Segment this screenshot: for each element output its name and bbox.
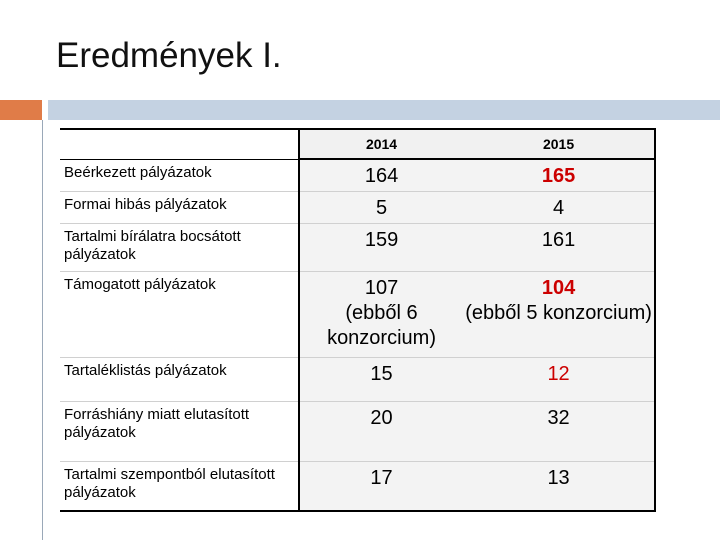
value-2014: 164 [299,159,463,191]
table-row [60,357,655,401]
table-row [60,223,655,271]
row-label: Tartalmi szempontból elutasított pályázatok [60,461,299,511]
value-2014-detail: (ebből 6 konzorcium) [327,301,436,349]
value-2015-number: 104 [541,276,576,299]
row-label: Támogatott pályázatok [60,271,299,357]
row-label: Formai hibás pályázatok [60,191,299,223]
value-2015: 4 [463,191,655,223]
header-2014: 2014 [299,129,463,159]
value-2014: 159 [299,223,463,271]
header-empty-cell [60,129,299,159]
value-2015-detail: (ebből 5 konzorcium) [465,301,652,324]
value-2014: 5 [299,191,463,223]
table-row [60,191,655,223]
value-2015: 12 [463,357,655,401]
row-label: Tartaléklistás pályázatok [60,357,299,401]
row-label: Tartalmi bírálatra bocsátott pályázatok [60,223,299,271]
row-label: Beérkezett pályázatok [60,159,299,191]
value-2014: 15 [299,357,463,401]
blue-accent-bar [48,100,720,120]
value-2015: 161 [463,223,655,271]
table-row [60,271,655,357]
table-row [60,461,655,511]
header-2015: 2015 [463,129,655,159]
value-2014: 20 [299,401,463,461]
results-table [60,128,656,512]
value-2015: 165 [463,159,655,191]
value-2015: 32 [463,401,655,461]
value-2014-number: 107 [364,276,399,299]
value-2015 [463,271,655,357]
value-2014 [299,271,463,357]
value-2014: 17 [299,461,463,511]
table-row [60,159,655,191]
left-divider-line [42,120,43,540]
value-2015: 13 [463,461,655,511]
orange-accent-bar [0,100,42,120]
slide-title: Eredmények I. [56,36,282,75]
row-label: Forráshiány miatt elutasított pályázatok [60,401,299,461]
table-row [60,401,655,461]
table-header-row [60,129,655,159]
